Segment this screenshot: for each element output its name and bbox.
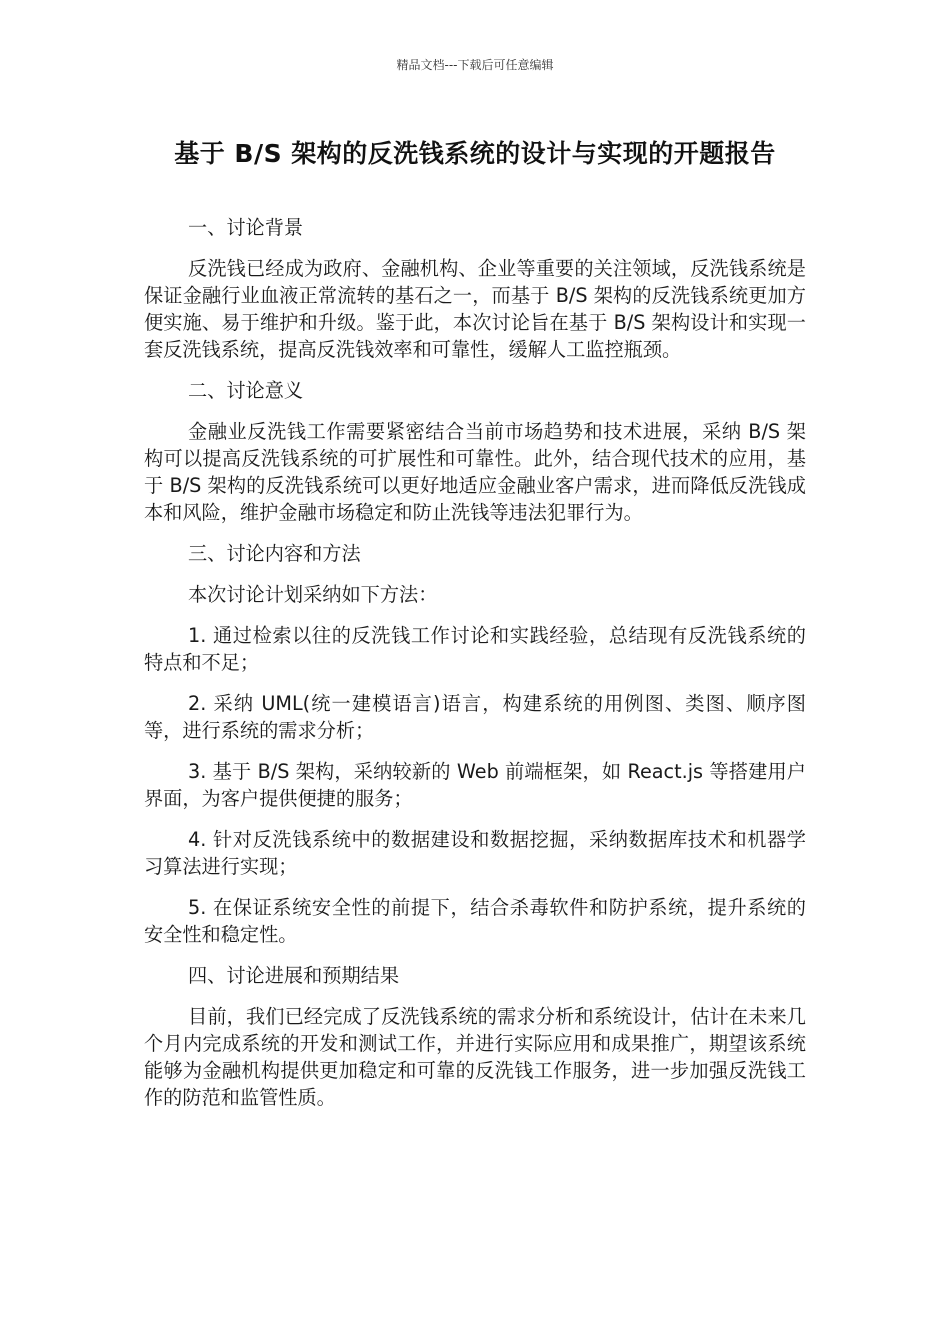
list-item-method-2: 2. 采纳 UML(统一建模语言)语言，构建系统的用例图、类图、顺序图等，进行系统的需求分析； — [144, 692, 806, 742]
document-title: 基于 B/S 架构的反洗钱系统的设计与实现的开题报告 — [174, 139, 776, 168]
list-item-method-1: 1. 通过检索以往的反洗钱工作讨论和实践经验，总结现有反洗钱系统的特点和不足； — [144, 624, 806, 674]
section-heading-background: 一、讨论背景 — [188, 216, 304, 239]
list-item-method-4: 4. 针对反洗钱系统中的数据建设和数据挖掘，采纳数据库技术和机器学习算法进行实现； — [144, 828, 806, 878]
page-header-note: 精品文档---下载后可任意编辑 — [396, 58, 554, 72]
list-item-method-3: 3. 基于 B/S 架构，采纳较新的 Web 前端框架，如 React.js 等搭建用户界面，为客户提供便捷的服务； — [144, 760, 806, 810]
paragraph-methods-intro: 本次讨论计划采纳如下方法： — [188, 583, 438, 606]
paragraph-background: 反洗钱已经成为政府、金融机构、企业等重要的关注领域，反洗钱系统是保证金融行业血液正常流转的基石之一，而基于 B/S 架构的反洗钱系统更加方便实施、易于维护和升级。鉴于此，本次讨论旨在基于 B/S 架构设计和实现一套反洗钱系统，提高反洗钱效率和可靠性，缓解人工监控瓶颈。 — [144, 257, 806, 361]
section-heading-methods: 三、讨论内容和方法 — [188, 542, 361, 565]
list-item-method-5: 5. 在保证系统安全性的前提下，结合杀毒软件和防护系统，提升系统的安全性和稳定性。 — [144, 896, 806, 946]
section-heading-significance: 二、讨论意义 — [188, 379, 304, 402]
document-body — [144, 214, 806, 1125]
section-heading-progress: 四、讨论进展和预期结果 — [188, 964, 400, 987]
paragraph-progress: 目前，我们已经完成了反洗钱系统的需求分析和系统设计，估计在未来几个月内完成系统的开发和测试工作，并进行实际应用和成果推广，期望该系统能够为金融机构提供更加稳定和可靠的反洗钱工作服务，进一步加强反洗钱工作的防范和监管性质。 — [144, 1005, 806, 1109]
paragraph-significance: 金融业反洗钱工作需要紧密结合当前市场趋势和技术进展，采纳 B/S 架构可以提高反洗钱系统的可扩展性和可靠性。此外，结合现代技术的应用，基于 B/S 架构的反洗钱系统可以更好地适应金融业客户需求，进而降低反洗钱成本和风险，维护金融市场稳定和防止洗钱等违法犯罪行为。 — [144, 420, 806, 524]
